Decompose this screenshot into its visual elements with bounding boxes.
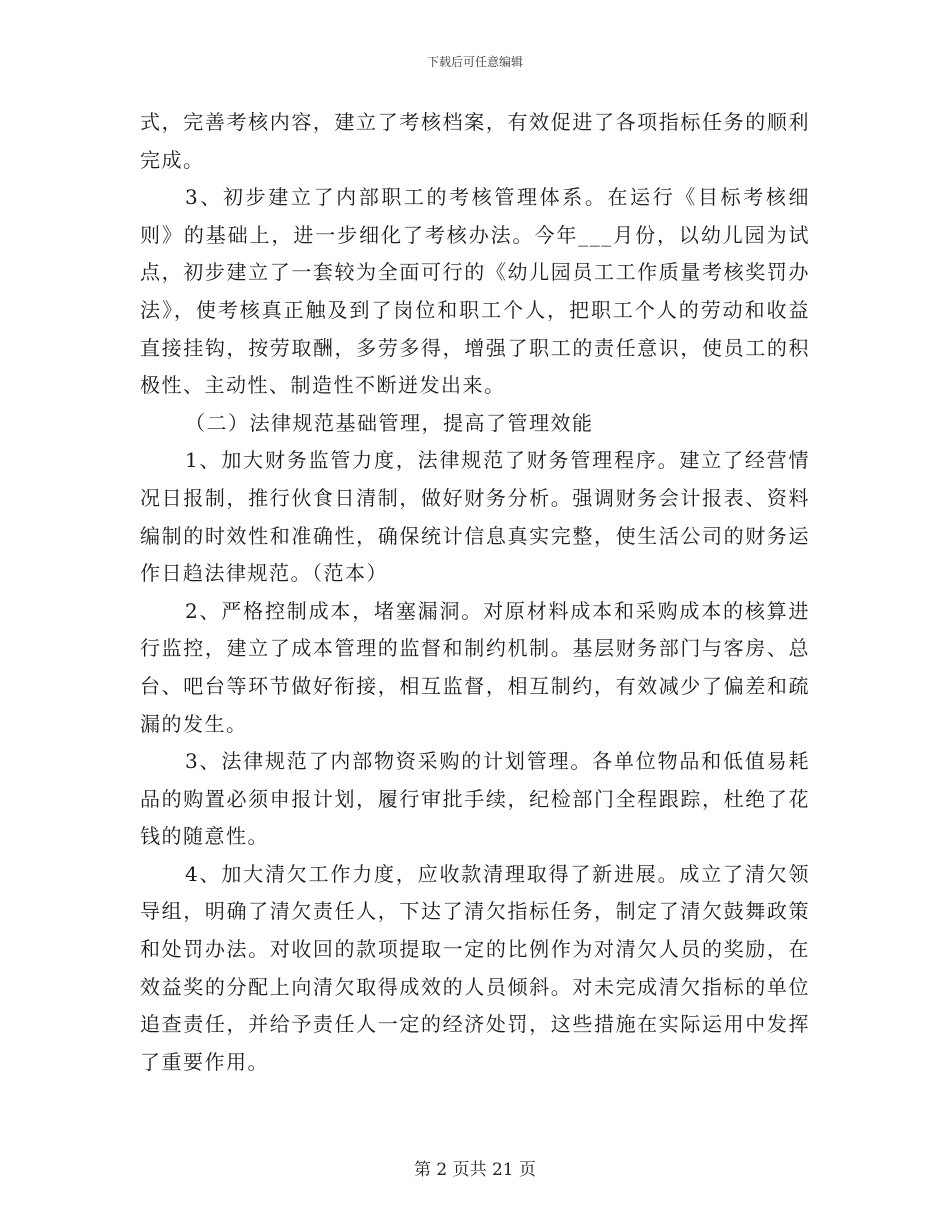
paragraph-item-3-procurement: 3、法律规范了内部物资采购的计划管理。各单位物品和低值易耗品的购置必须申报计划，履行审批手续，纪检部门全程跟踪，杜绝了花钱的随意性。 [140,749,810,849]
paragraph-item-3-assessment: 3、初步建立了内部职工的考核管理体系。在运行《目标考核细则》的基础上，进一步细化了考核办法。今年___月份，以幼儿园为试点，初步建立了一套较为全面可行的《幼儿园员工工作质量考核奖罚办法》，使考核真正触及到了岗位和职工个人，把职工个人的劳动和收益直接挂钩，按劳取酬，多劳多得，增强了职工的责任意识，使员工的积极性、主动性、制造性不断迸发出来。 [140,185,810,398]
paragraph-item-2-cost: 2、严格控制成本，堵塞漏洞。对原材料成本和采购成本的核算进行监控，建立了成本管理的监督和制约机制。基层财务部门与客房、总台、吧台等环节做好衔接，相互监督，相互制约，有效减少了偏差和疏漏的发生。 [140,598,810,736]
document-body [140,104,810,1081]
paragraph-continuation: 式，完善考核内容，建立了考核档案，有效促进了各项指标任务的顺利完成。 [140,110,810,172]
page-header: 下载后可任意编辑 [426,55,523,69]
paragraph-item-4-receivables: 4、加大清欠工作力度，应收款清理取得了新进展。成立了清欠领导组，明确了清欠责任人，下达了清欠指标任务，制定了清欠鼓舞政策和处罚办法。对收回的款项提取一定的比例作为对清欠人员的奖励，在效益奖的分配上向清欠取得成效的人员倾斜。对未完成清欠指标的单位追查责任，并给予责任人一定的经济处罚，这些措施在实际运用中发挥了重要作用。 [140,861,810,1074]
page-footer: 第 2 页共 21 页 [413,1160,537,1180]
paragraph-item-1-finance: 1、加大财务监管力度，法律规范了财务管理程序。建立了经营情况日报制，推行伙食日清制，做好财务分析。强调财务会计报表、资料编制的时效性和准确性，确保统计信息真实完整，使生活公司的财务运作日趋法律规范。（范本） [140,448,810,586]
section-heading-2: （二）法律规范基础管理，提高了管理效能 [185,410,594,435]
